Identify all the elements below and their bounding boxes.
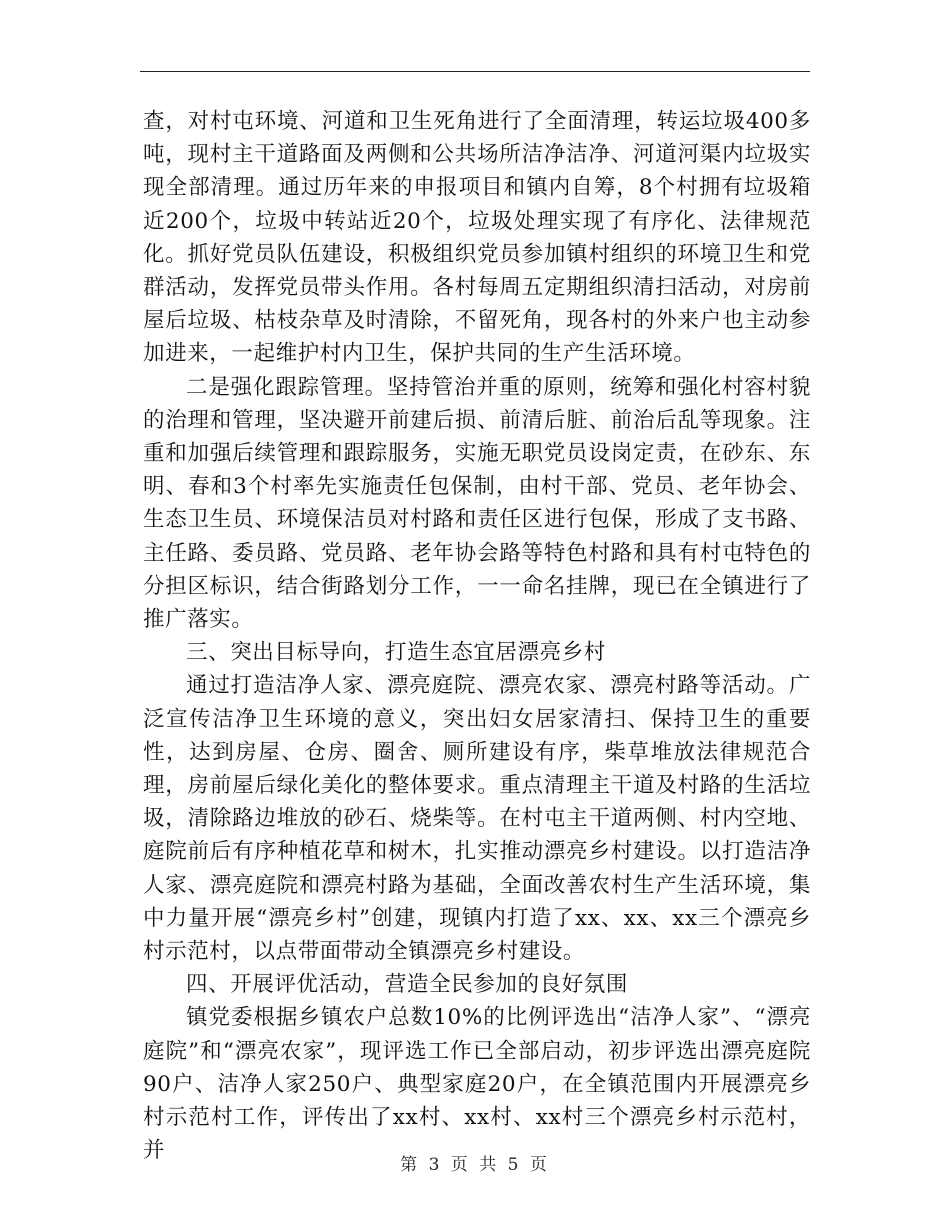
paragraph-6: 镇党委根据乡镇农户总数10%的比例评选出“洁净人家”、“漂亮庭院”和“漂亮农家”，现评选工作已全部启动，初步评选出漂亮庭院90户、洁净人家250户、典型家庭20户，在全镇范围内开展漂亮乡村示范村工作，评传出了xx村、xx村、xx村三个漂亮乡村示范村，并 [143,1005,811,1164]
section-heading-5: 四、开展评优活动，营造全民参加的良好氛围 [186,972,629,998]
paragraph-2: 二是强化跟踪管理。坚持管治并重的原则，统筹和强化村容村貌的治理和管理，坚决避开前建后损、前清后脏、前治后乱等现象。注重和加强后续管理和跟踪服务，实施无职党员设岗定责，在砂东、东明、春和3个村率先实施责任包保制，由村干部、党员、老年协会、生态卫生员、环境保洁员对村路和责任区进行包保，形成了支书路、主任路、委员路、党员路、老年协会路等特色村路和具有村屯特色的分担区标识，结合街路划分工作，一一命名挂牌，现已在全镇进行了推广落实。 [143,374,811,633]
section-heading-3: 三、突出目标导向，打造生态宜居漂亮乡村 [186,640,606,666]
document-body [143,105,811,1168]
header-rule [140,71,810,72]
page-number: 第 3 页 共 5 页 [400,1155,550,1175]
paragraph-1: 查，对村屯环境、河道和卫生死角进行了全面清理，转运垃圾400多吨，现村主干道路面及两侧和公共场所洁净洁净、河道河渠内垃圾实现全部清理。通过历年来的申报项目和镇内自筹，8个村拥有垃圾箱近200个，垃圾中转站近20个，垃圾处理实现了有序化、法律规范化。抓好党员队伍建设，积极组织党员参加镇村组织的环境卫生和党群活动，发挥党员带头作用。各村每周五定期组织清扫活动，对房前屋后垃圾、枯枝杂草及时清除，不留死角，现各村的外来户也主动参加进来，一起维护村内卫生，保护共同的生产生活环境。 [143,109,811,367]
paragraph-4: 通过打造洁净人家、漂亮庭院、漂亮农家、漂亮村路等活动。广泛宣传洁净卫生环境的意义，突出妇女居家清扫、保持卫生的重要性，达到房屋、仓房、圈舍、厕所建设有序，柴草堆放法律规范合理，房前屋后绿化美化的整体要求。重点清理主干道及村路的生活垃圾，清除路边堆放的砂石、烧柴等。在村屯主干道两侧、村内空地、庭院前后有序种植花草和树木，扎实推动漂亮乡村建设。以打造洁净人家、漂亮庭院和漂亮村路为基础，全面改善农村生产生活环境，集中力量开展“漂亮乡村”创建，现镇内打造了xx、xx、xx三个漂亮乡村示范村，以点带面带动全镇漂亮乡村建设。 [143,673,811,965]
